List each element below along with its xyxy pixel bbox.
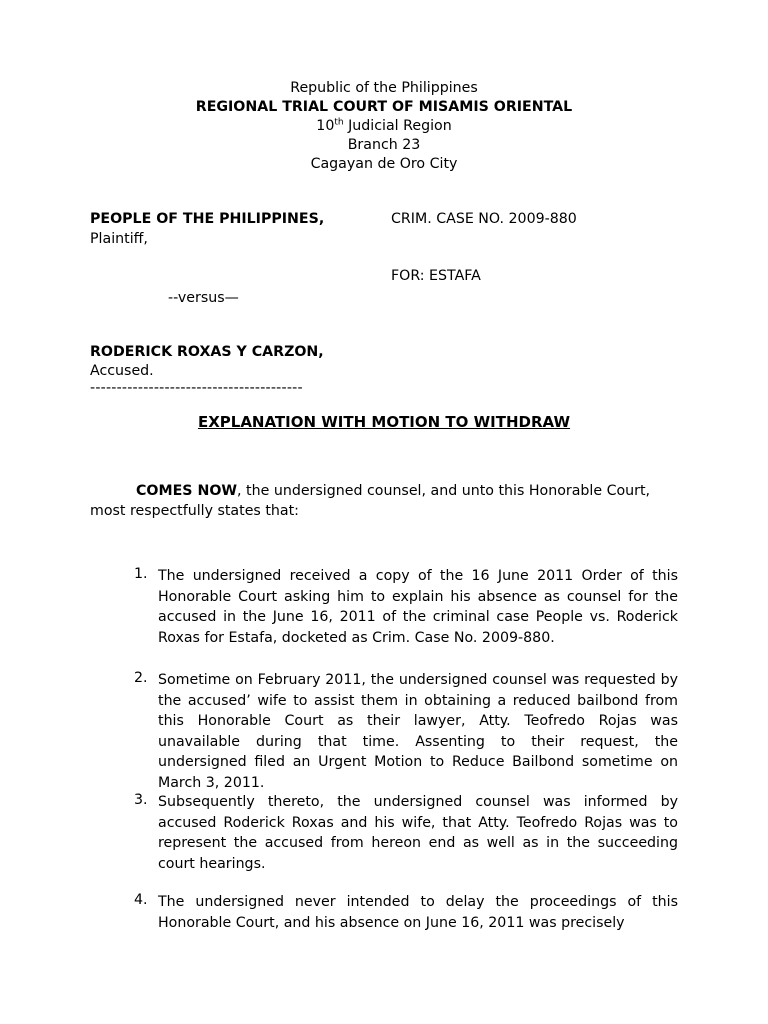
list-item-number: 3. xyxy=(134,792,148,808)
intro-line-1 xyxy=(136,483,650,499)
list-item xyxy=(134,670,678,794)
list-item-number: 2. xyxy=(134,670,148,686)
header-region xyxy=(0,118,768,134)
list-item-text: Subsequently thereto, the undersigned counsel was informed by accused Roderick Roxas and his wife, that Atty. Teofredo Rojas was to represent the accused from hereon end as well as in the succeeding court hearings. xyxy=(158,794,678,872)
list-item-text: Sometime on February 2011, the undersigned counsel was requested by the accused’ wife to assist them in obtaining a reduced bailbond from this Honorable Court as their lawyer, Atty. Teofredo Rojas was unavailable during that time. Assenting to their request, the undersigned filed an Urgent Motion to Reduce Bailbond sometime on March 3, 2011. xyxy=(158,672,678,791)
versus-label: --versus— xyxy=(168,290,239,306)
accused-role: Accused. xyxy=(90,363,154,379)
header-region-text: Judicial Region xyxy=(343,118,452,134)
caption-divider: ---------------------------------------- xyxy=(90,380,303,396)
header-city: Cagayan de Oro City xyxy=(310,156,458,172)
list-item xyxy=(134,892,678,933)
intro-line-2: most respectfully states that: xyxy=(90,503,299,519)
accused-name: RODERICK ROXAS Y CARZON, xyxy=(90,344,324,360)
list-item xyxy=(134,792,678,874)
intro-lead: COMES NOW xyxy=(136,483,238,499)
document-title: EXPLANATION WITH MOTION TO WITHDRAW xyxy=(197,413,571,431)
list-item-text: The undersigned received a copy of the 16 June 2011 Order of this Honorable Court asking him to explain his absence as counsel for the accused in the June 16, 2011 of the criminal case People vs. Roderick Roxas for Estafa, docketed as Crim. Case No. 2009-880. xyxy=(158,568,678,646)
header-court: REGIONAL TRIAL COURT OF MISAMIS ORIENTAL xyxy=(195,99,573,115)
list-item-number: 4. xyxy=(134,892,148,908)
list-item xyxy=(134,566,678,648)
plaintiff-role: Plaintiff, xyxy=(90,231,148,247)
case-number: CRIM. CASE NO. 2009-880 xyxy=(391,211,577,227)
list-item-text: The undersigned never intended to delay the proceedings of this Honorable Court, and his absence on June 16, 2011 was precisely xyxy=(158,894,678,931)
header-branch: Branch 23 xyxy=(347,137,421,153)
case-nature: FOR: ESTAFA xyxy=(391,268,481,284)
list-item-number: 1. xyxy=(134,566,148,582)
plaintiff-name: PEOPLE OF THE PHILIPPINES, xyxy=(90,211,325,227)
intro-rest: , the undersigned counsel, and unto this Honorable Court, xyxy=(237,483,651,499)
header-republic: Republic of the Philippines xyxy=(290,80,478,96)
header-region-sup: th xyxy=(334,117,344,128)
header-region-number: 10 xyxy=(316,118,335,134)
